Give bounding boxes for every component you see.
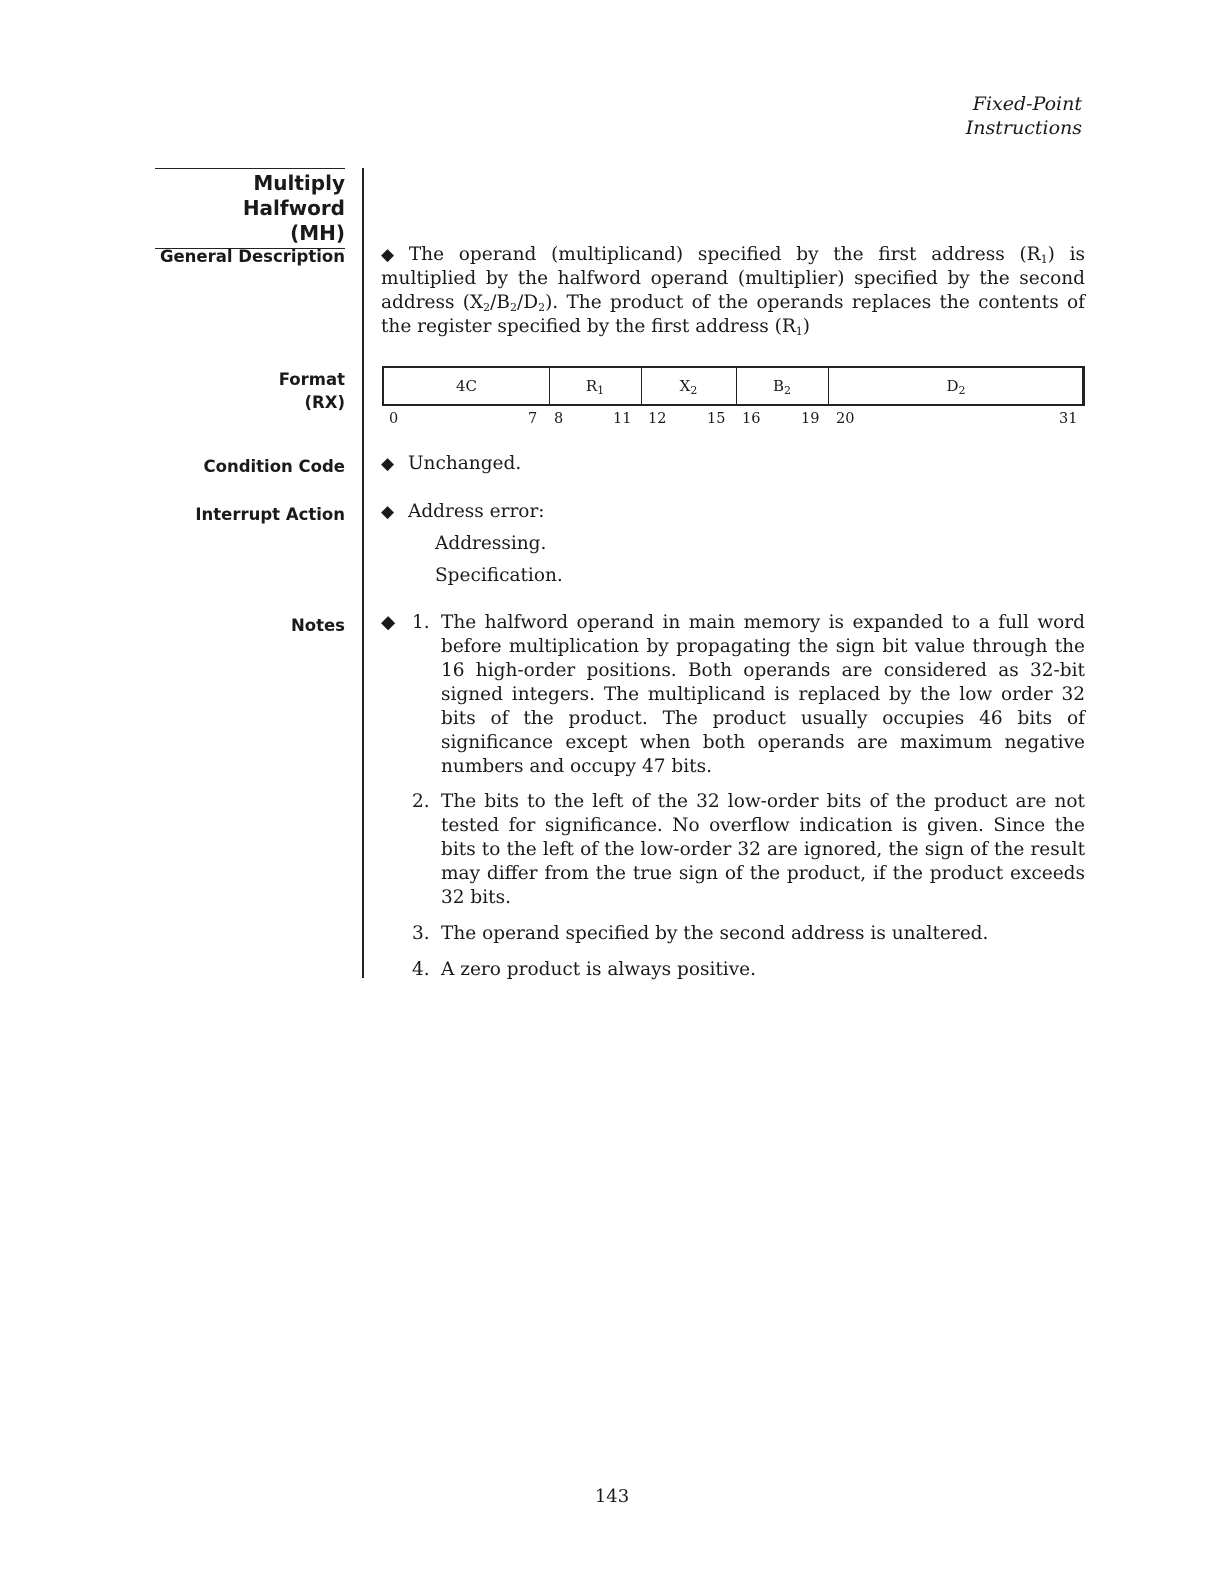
running-head-line1: Fixed-Point [972,93,1082,115]
gd-part2: ) is multiplied by the halfword operand (multiplier) specified by the second address (X [381,244,1085,313]
gd-part4: /D [517,292,539,313]
note-item [412,958,1085,982]
format-field-d2-sub: 2 [958,384,966,397]
label-general-description [125,245,345,268]
page-number: 143 [594,1486,630,1507]
gd-part1: The operand (multiplicand) specified by the first address (R [408,244,1041,265]
gd-sub3: 2 [510,301,517,314]
running-head-line2: Instructions [965,117,1082,139]
section-title-line1: Multiply Halfword [242,171,345,220]
note-number: 4. [412,959,430,980]
section-title-line2: (MH) [290,221,345,245]
label-notes-text: Notes [290,616,345,635]
format-field-r1-sub: 1 [597,384,605,397]
format-field-d2 [828,368,1084,404]
vertical-divider [362,168,364,978]
format-field-opcode-label: 4C [455,377,478,395]
label-format-line1: Format [278,370,345,389]
bullet-diamond-icon: ◆ [381,612,396,633]
bit-position: 31 [1059,411,1078,427]
label-general-description-text: General Description [159,247,345,266]
label-notes [125,614,345,637]
interrupt-action-item: Specification. [435,565,563,586]
note-item [412,790,1085,910]
bit-position: 15 [707,411,726,427]
condition-code-value: Unchanged. [407,453,522,474]
format-field-x2-label: X [679,377,691,395]
format-field-opcode [384,368,550,404]
gd-sub5: 1 [795,325,803,338]
general-description-text [381,243,1085,339]
format-field-x2-sub: 2 [690,384,698,397]
note-number: 1. [412,612,430,633]
interrupt-action-item: Addressing. [435,533,547,554]
format-field-d2-label: D [946,377,959,395]
format-field-r1 [549,368,642,404]
note-text: The bits to the left of the 32 low-order bits of the product are not tested for significance. No overflow indication is given. Since the bits to the left of the low-order 32 are ignored, the sign of the result may differ from the true sign of the product, if the product exceeds 32 bits. [441,791,1085,908]
note-text: A zero product is always positive. [441,959,757,980]
format-field-b2 [736,368,829,404]
note-text: The operand specified by the second address is unaltered. [441,923,989,944]
gd-sub2: 2 [483,301,491,314]
bit-position: 11 [613,411,632,427]
bit-position: 8 [554,411,564,427]
gd-part6: ) [802,316,810,337]
interrupt-action-heading [381,500,545,524]
label-interrupt-action [125,503,345,526]
label-format [125,368,345,414]
gd-sub1: 1 [1040,253,1048,266]
section-title [155,168,345,249]
bullet-diamond-icon: ◆ [381,502,395,522]
note-number: 3. [412,923,430,944]
interrupt-action-heading-text: Address error: [407,501,545,522]
bit-position: 12 [648,411,667,427]
label-condition-code-text: Condition Code [203,457,345,476]
note-item [412,611,1085,779]
format-field-x2 [641,368,737,404]
note-number: 2. [412,791,430,812]
label-format-line2: (RX) [304,393,345,412]
bit-position: 16 [742,411,761,427]
bullet-diamond-icon: ◆ [381,245,395,265]
gd-sub4: 2 [538,301,546,314]
format-field-b2-sub: 2 [784,384,792,397]
note-text: The halfword operand in main memory is expanded to a full word before multiplication by propagating the sign bit value through the 16 high-order positions. Both operands are considered as 32-bit signed integers. The multiplicand is replaced by the low order 32 bits of the product. The product usually occupies 46 bits of significance except when both operands are maximum negative numbers and occupy 47 bits. [441,612,1085,777]
label-condition-code [125,455,345,478]
bit-position: 7 [528,411,538,427]
bullet-diamond-icon: ◆ [381,454,395,474]
format-field-r1-label: R [585,377,598,395]
gd-part5: ). The product of the operands replaces the contents of the register specified by the first address (R [381,292,1085,337]
condition-code-text [381,452,521,476]
note-item [412,922,1085,946]
bit-position: 20 [836,411,855,427]
gd-part3: /B [490,292,510,313]
bit-position: 0 [389,411,399,427]
running-head [822,92,1082,140]
format-field-b2-label: B [772,377,785,395]
bit-position: 19 [801,411,820,427]
label-interrupt-action-text: Interrupt Action [195,505,345,524]
instruction-format-diagram [382,366,1085,406]
